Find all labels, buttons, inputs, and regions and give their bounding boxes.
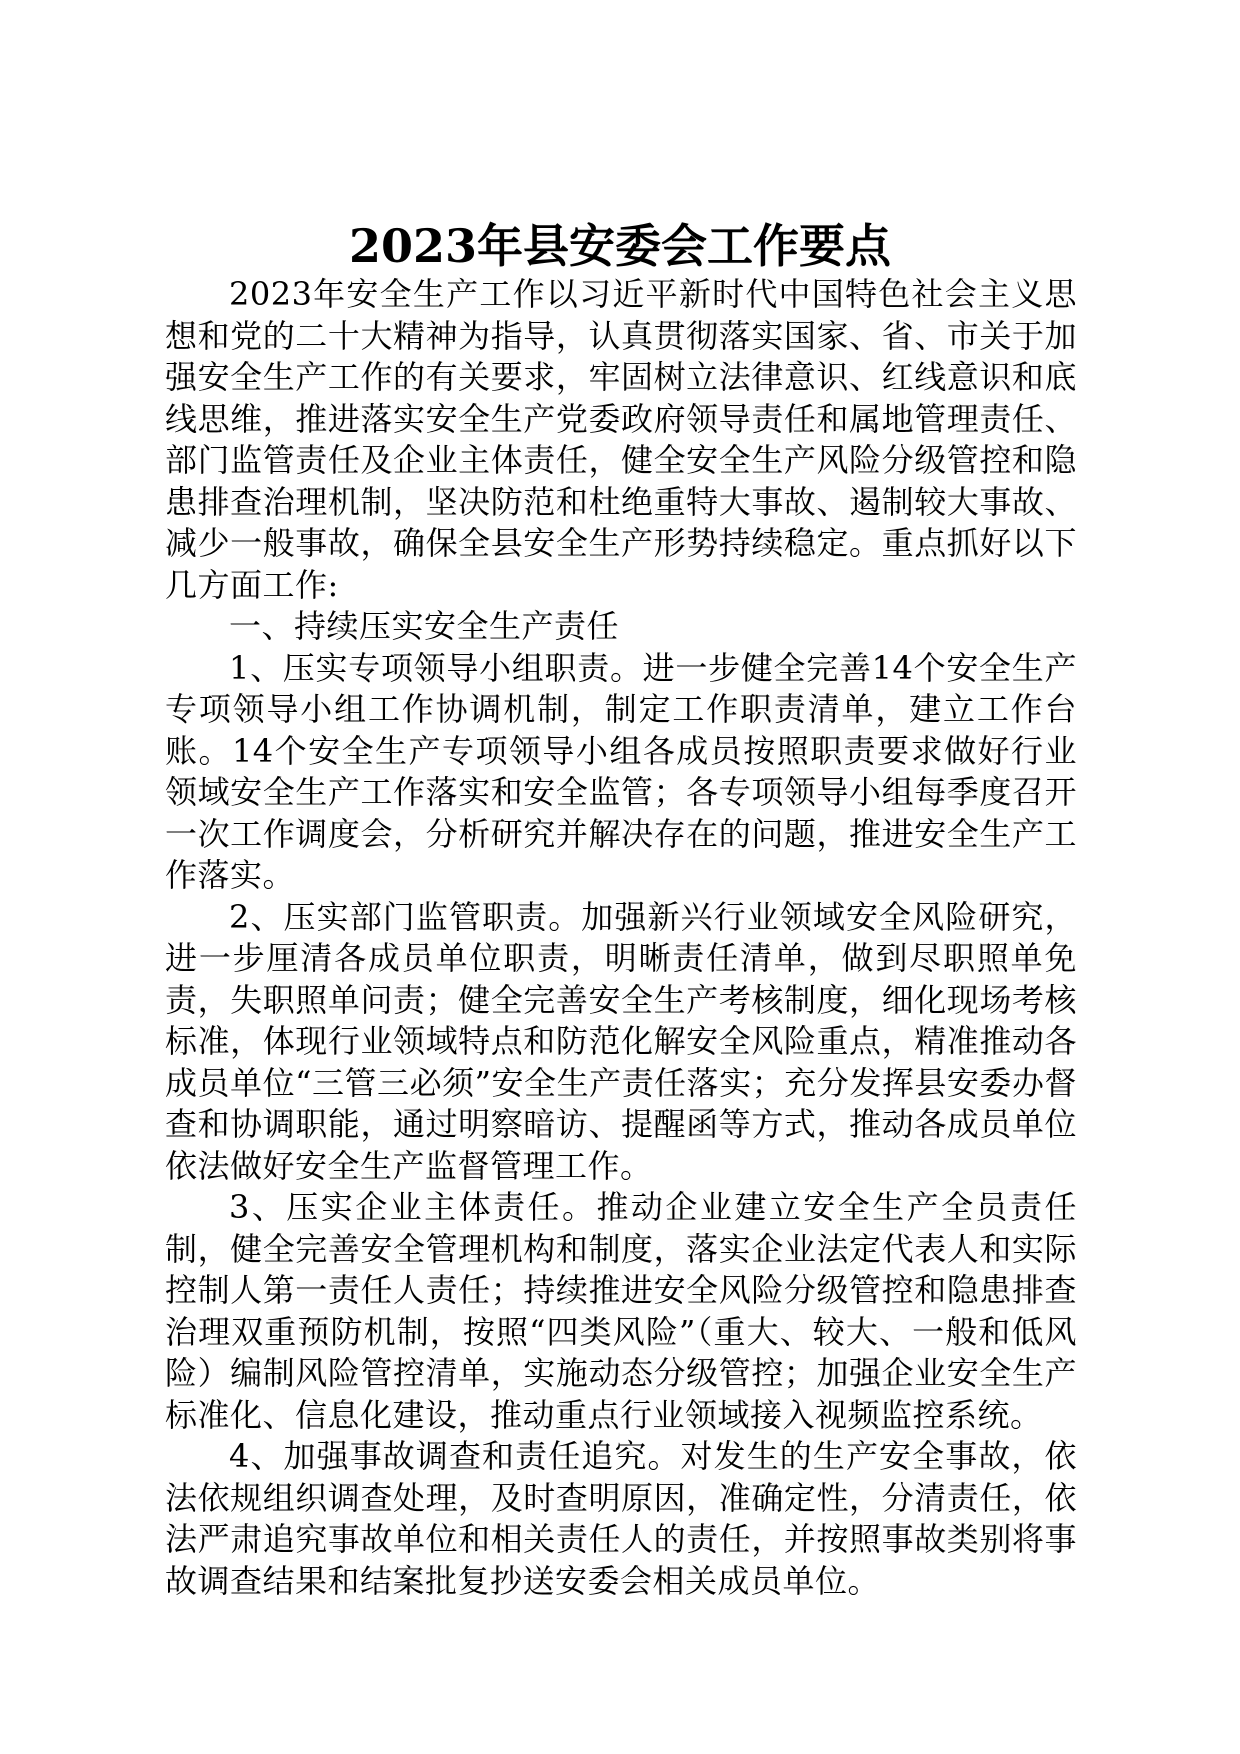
- item-paragraph: 3、压实企业主体责任。推动企业建立安全生产全员责任制，健全完善安全管理机构和制度，落实企业法定代表人和实际控制人第一责任人责任；持续推进安全风险分级管控和隐患排查治理双重预防机制，按照“四类风险”（重大、较大、一般和低风险）编制风险管控清单，实施动态分级管控；加强企业安全生产标准化、信息化建设，推动重点行业领域接入视频监控系统。: [165, 1188, 1077, 1434]
- item-paragraph: 1、压实专项领导小组职责。进一步健全完善14个安全生产专项领导小组工作协调机制，制定工作职责清单，建立工作台账。14个安全生产专项领导小组各成员按照职责要求做好行业领域安全生产工作落实和安全监管；各专项领导小组每季度召开一次工作调度会，分析研究并解决存在的问题，推进安全生产工作落实。: [165, 648, 1077, 894]
- section-heading: 一、持续压实安全生产责任: [229, 607, 620, 645]
- document-body: [165, 274, 1077, 1602]
- intro-paragraph: 2023年安全生产工作以习近平新时代中国特色社会主义思想和党的二十大精神为指导，认真贯彻落实国家、省、市关于加强安全生产工作的有关要求，牢固树立法律意识、红线意识和底线思维，推进落实安全生产党委政府领导责任和属地管理责任、部门监管责任及企业主体责任，健全安全生产风险分级管控和隐患排查治理机制，坚决防范和杜绝重特大事故、遏制较大事故、减少一般事故，确保全县安全生产形势持续稳定。重点抓好以下几方面工作:: [165, 275, 1077, 604]
- document-title: 2023年县安委会工作要点: [348, 219, 892, 273]
- item-paragraph: 2、压实部门监管职责。加强新兴行业领域安全风险研究，进一步厘清各成员单位职责，明晰责任清单，做到尽职照单免责，失职照单问责；健全完善安全生产考核制度，细化现场考核标准，体现行业领域特点和防范化解安全风险重点，精准推动各成员单位“三管三必须”安全生产责任落实；充分发挥县安委办督查和协调职能，通过明察暗访、提醒函等方式，推动各成员单位依法做好安全生产监督管理工作。: [165, 897, 1077, 1185]
- item-paragraph: 4、加强事故调查和责任追究。对发生的生产安全事故，依法依规组织调查处理，及时查明原因，准确定性，分清责任，依法严肃追究事故单位和相关责任人的责任，并按照事故类别将事故调查结果和结案批复抄送安委会相关成员单位。: [165, 1437, 1077, 1600]
